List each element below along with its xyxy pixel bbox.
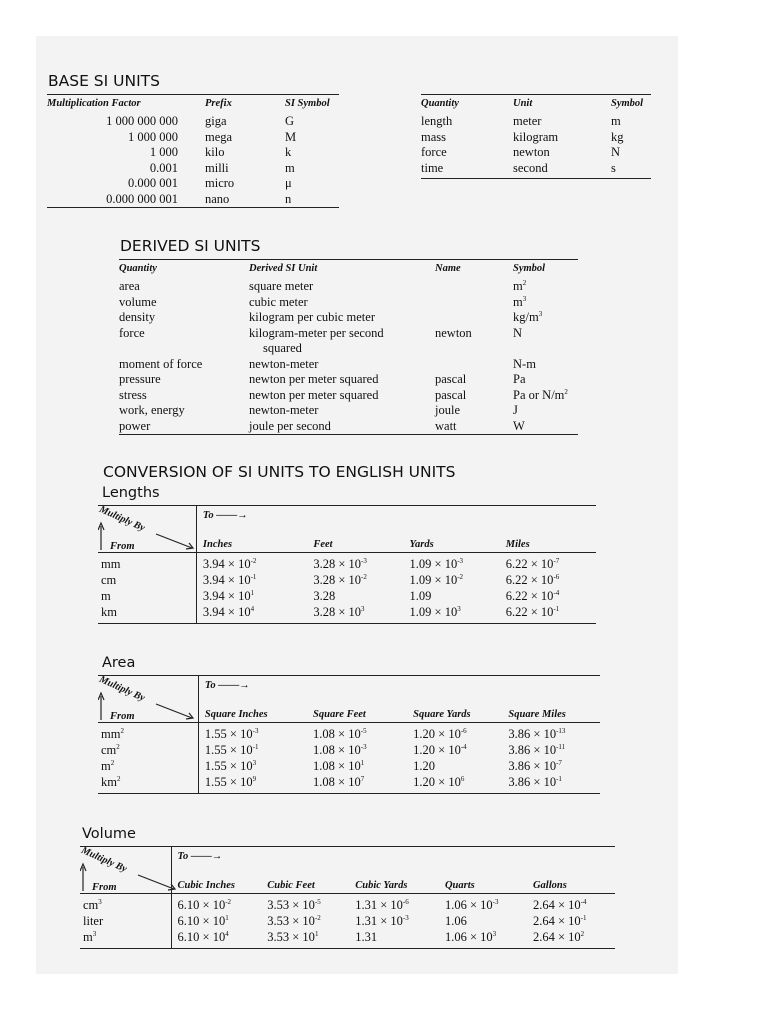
derived-si-units-title: DERIVED SI UNITS [120, 237, 261, 255]
factor-cell: 3.28 [313, 589, 336, 603]
derived-header-quantity: Quantity [119, 263, 157, 274]
derived-unit-cell: square meter [249, 279, 314, 293]
factor-cell: $3.94 \times 10^{-2}$ [202, 557, 257, 571]
factor-cell: $3.53 \times 10^{-5}$ [267, 898, 321, 912]
derived-row [119, 276, 578, 295]
column-header: Square Yards [413, 709, 471, 720]
conversion-row [98, 553, 596, 574]
prefix-row [47, 161, 339, 177]
base-unit-table-body [421, 111, 651, 179]
factor-cell: $3.28 \times 10^{-3}$ [313, 557, 367, 571]
derived-quantity-cell: force [119, 325, 145, 340]
factor-cell: $2.64 \times 10^{-4}$ [532, 898, 587, 912]
conversion-row [98, 759, 600, 775]
factor-cell: $3.86 \times 10^{-11}$ [508, 743, 566, 757]
prefix-row [47, 192, 339, 208]
derived-name-cell [435, 310, 513, 326]
factor-cell: $3.86 \times 10^{-7}$ [508, 759, 562, 773]
column-header: Yards [409, 539, 434, 550]
factor-cell: $2.64 \times 10^{-1}$ [532, 914, 587, 928]
derived-unit-cell: squared [263, 341, 302, 355]
factor-cell: $1.08 \times 10^{-3}$ [313, 743, 367, 757]
unit-header-unit: Unit [513, 98, 533, 109]
base-si-units-title: BASE SI UNITS [48, 72, 160, 90]
factor-cell: $1.06 \times 10^3$ [444, 930, 497, 944]
column-header: Cubic Feet [267, 880, 315, 891]
from-unit-cell: m [98, 589, 196, 605]
from-unit-cell: liter [80, 914, 171, 930]
base-unit-row [421, 145, 651, 161]
derived-row [119, 326, 578, 342]
derived-quantity-cell: power [119, 418, 151, 433]
unit-symbol-cell: N [611, 145, 621, 159]
derived-quantity-cell: area [119, 279, 140, 293]
factor-cell: 1.06 [444, 914, 467, 928]
prefix-header-symbol: SI Symbol [285, 98, 330, 109]
from-unit-cell: km [98, 605, 196, 624]
derived-table [119, 259, 578, 435]
prefix-symbol-cell: m [285, 160, 295, 175]
factor-cell: $1.20 \times 10^6$ [413, 775, 465, 789]
from-unit-cell: $cm^3$ [80, 894, 171, 915]
factor-cell: $1.08 \times 10^1$ [313, 759, 365, 773]
factor-cell: $3.53 \times 10^{-2}$ [267, 914, 321, 928]
factor-cell: $2.64 \times 10^2$ [532, 930, 585, 944]
prefix-table-body [47, 111, 339, 208]
prefix-symbol-cell: G [285, 114, 295, 128]
factor-cell: $1.55 \times 10^{-1}$ [204, 743, 259, 757]
derived-row [119, 403, 578, 419]
factor-cell: $1.08 \times 10^{-5}$ [313, 727, 367, 741]
prefix-factor-cell: 1 000 000 000 [106, 114, 178, 128]
derived-row [119, 357, 578, 373]
derived-symbol-cell: J [513, 403, 518, 417]
factor-cell: $6.10 \times 10^4$ [177, 930, 229, 944]
prefix-row [47, 111, 339, 130]
conversion-row [80, 914, 615, 930]
derived-name-cell [435, 341, 513, 357]
derived-header-name: Name [435, 263, 461, 274]
derived-symbol-cell: N [513, 325, 523, 340]
derived-name-cell: pascal [435, 372, 467, 386]
multiply-by-corner [98, 676, 198, 723]
column-header: Cubic Inches [177, 880, 235, 891]
factor-cell: $3.28 \times 10^3$ [313, 605, 365, 619]
from-unit-cell: $m^3$ [80, 930, 171, 949]
from-unit-cell: mm [98, 553, 196, 574]
prefix-header-prefix: Prefix [205, 98, 232, 109]
prefix-name-cell: mega [205, 129, 233, 144]
area-table [98, 675, 600, 794]
derived-row [119, 372, 578, 388]
derived-quantity-cell: pressure [119, 372, 161, 386]
conversion-row [98, 589, 596, 605]
corner-label [98, 506, 196, 552]
factor-cell: $6.22 \times 10^{-7}$ [505, 557, 560, 571]
conversion-row [80, 894, 615, 915]
factor-cell: $1.09 \times 10^3$ [409, 605, 461, 619]
prefix-name-cell: nano [205, 191, 230, 206]
conversion-row [98, 573, 596, 589]
derived-symbol-cell: W [513, 418, 525, 433]
from-label: From [110, 541, 135, 552]
base-unit-row [421, 161, 651, 179]
corner-label [98, 676, 198, 722]
prefix-header-factor: Multiplication Factor [47, 98, 141, 109]
factor-cell: $3.86 \times 10^{-13}$ [508, 727, 566, 741]
derived-table-body [119, 276, 578, 435]
factor-cell: $1.31 \times 10^{-6}$ [355, 898, 409, 912]
factor-cell: $1.20 \times 10^{-6}$ [413, 727, 467, 741]
to-label: To ——→ [202, 510, 248, 521]
factor-cell: $3.53 \times 10^1$ [267, 930, 319, 944]
conversion-row [98, 743, 600, 759]
prefix-factor-cell: 0.001 [149, 160, 178, 175]
corner-label [80, 847, 171, 893]
prefix-row [47, 176, 339, 192]
factor-cell: $1.09 \times 10^{-2}$ [409, 573, 464, 587]
derived-quantity-cell: density [119, 310, 156, 324]
derived-unit-cell: newton per meter squared [249, 372, 379, 386]
multiply-by-label: Multiply By [97, 674, 147, 704]
unit-quantity-cell: force [421, 145, 447, 159]
factor-cell: $6.22 \times 10^{-6}$ [505, 573, 560, 587]
from-unit-cell: cm [98, 573, 196, 589]
prefix-factor-cell: 1 000 000 [128, 129, 178, 144]
factor-cell: $3.94 \times 10^4$ [202, 605, 255, 619]
factor-cell: $1.55 \times 10^3$ [204, 759, 257, 773]
prefix-row [47, 130, 339, 146]
unit-symbol-cell: s [611, 160, 616, 175]
derived-unit-cell: newton-meter [249, 403, 319, 417]
conversion-row [98, 605, 596, 624]
from-unit-cell: $m^2$ [98, 759, 198, 775]
prefix-symbol-cell: M [285, 129, 297, 144]
column-header: Cubic Yards [355, 880, 408, 891]
column-header: Square Inches [204, 709, 268, 720]
prefix-factor-cell: 1 000 [149, 145, 178, 159]
unit-quantity-cell: mass [421, 129, 446, 144]
from-label: From [92, 882, 117, 893]
factor-cell: $1.06 \times 10^{-3}$ [444, 898, 499, 912]
derived-row [119, 388, 578, 404]
derived-symbol-cell: $kg/m^3$ [513, 310, 543, 324]
derived-name-cell: pascal [435, 387, 467, 402]
from-unit-cell: $mm^2$ [98, 723, 198, 744]
factor-cell: $6.10 \times 10^{-2}$ [177, 898, 232, 912]
column-header: Miles [505, 539, 530, 550]
prefix-row [47, 145, 339, 161]
factor-cell: 1.20 [413, 759, 436, 773]
derived-row [119, 341, 578, 357]
to-label: To ——→ [177, 851, 223, 862]
column-header: Square Feet [313, 709, 366, 720]
prefix-name-cell: kilo [205, 145, 225, 159]
derived-name-cell [435, 357, 513, 373]
unit-name-cell: kilogram [513, 129, 559, 144]
from-unit-cell: $cm^2$ [98, 743, 198, 759]
factor-cell: 1.09 [409, 589, 432, 603]
column-header: Square Miles [508, 709, 566, 720]
factor-cell: $1.08 \times 10^7$ [313, 775, 365, 789]
derived-row [119, 419, 578, 435]
derived-header-unit: Derived SI Unit [249, 263, 318, 274]
multiply-by-label: Multiply By [97, 504, 147, 534]
derived-quantity-cell: stress [119, 387, 147, 402]
derived-symbol-cell: N-m [513, 356, 536, 371]
factor-cell: 1.31 [355, 930, 378, 944]
prefix-factor-cell: 0.000 001 [128, 176, 178, 190]
conversion-row [80, 930, 615, 949]
prefix-factor-cell: 0.000 000 001 [106, 191, 178, 206]
derived-name-cell [435, 295, 513, 311]
unit-name-cell: newton [513, 145, 550, 159]
conversion-row [98, 723, 600, 744]
unit-name-cell: second [513, 160, 548, 175]
area-title: Area [102, 655, 136, 671]
column-header: Inches [202, 539, 233, 550]
derived-symbol-cell: Pa or $N/m^2$ [513, 387, 568, 402]
factor-cell: $1.55 \times 10^{-3}$ [204, 727, 259, 741]
base-unit-row [421, 130, 651, 146]
derived-unit-cell: newton per meter squared [249, 387, 379, 402]
factor-cell: $3.28 \times 10^{-2}$ [313, 573, 367, 587]
factor-cell: $6.22 \times 10^{-1}$ [505, 605, 560, 619]
conversion-row [98, 775, 600, 794]
factor-cell: $3.86 \times 10^{-1}$ [508, 775, 562, 789]
lengths-title: Lengths [102, 485, 160, 501]
unit-symbol-cell: m [611, 114, 621, 128]
factor-cell: $6.22 \times 10^{-4}$ [505, 589, 560, 603]
factor-cell: $3.94 \times 10^1$ [202, 589, 255, 603]
prefix-name-cell: giga [205, 114, 227, 128]
base-unit-table [421, 94, 651, 179]
derived-name-cell: newton [435, 325, 472, 340]
derived-name-cell: watt [435, 418, 457, 433]
from-label: From [110, 711, 135, 722]
unit-symbol-cell: kg [611, 129, 624, 144]
derived-unit-cell: newton-meter [249, 356, 319, 371]
derived-unit-cell: cubic meter [249, 294, 308, 309]
prefix-name-cell: milli [205, 160, 229, 175]
prefix-name-cell: micro [205, 176, 235, 190]
unit-quantity-cell: length [421, 114, 453, 128]
derived-symbol-cell [513, 341, 578, 357]
unit-quantity-cell: time [421, 160, 444, 175]
derived-symbol-cell: Pa [513, 372, 526, 386]
derived-symbol-cell: $m^2$ [513, 279, 527, 293]
unit-header-symbol: Symbol [611, 98, 644, 109]
base-unit-row [421, 111, 651, 130]
multiply-by-corner [80, 847, 171, 894]
derived-quantity-cell: moment of force [119, 356, 203, 371]
derived-name-cell [435, 276, 513, 295]
derived-unit-cell: joule per second [249, 418, 331, 433]
unit-header-quantity: Quantity [421, 98, 459, 109]
column-header: Feet [313, 539, 333, 550]
unit-name-cell: meter [513, 114, 542, 128]
column-header: Gallons [532, 880, 567, 891]
factor-cell: $1.31 \times 10^{-3}$ [355, 914, 409, 928]
derived-header-symbol: Symbol [513, 263, 546, 274]
lengths-table [98, 505, 596, 624]
from-unit-cell: $km^2$ [98, 775, 198, 794]
prefix-symbol-cell: k [285, 145, 292, 159]
multiply-by-corner [98, 506, 196, 553]
volume-table [80, 846, 615, 949]
derived-unit-cell: kilogram-meter per second [249, 325, 384, 340]
to-label: To ——→ [204, 680, 250, 691]
volume-title: Volume [82, 826, 136, 842]
multiply-by-label: Multiply By [79, 845, 129, 875]
derived-quantity-cell: volume [119, 294, 157, 309]
derived-quantity-cell [119, 341, 249, 357]
factor-cell: $6.10 \times 10^1$ [177, 914, 229, 928]
prefix-symbol-cell: n [285, 191, 292, 206]
prefix-symbol-cell: μ [285, 176, 292, 190]
factor-cell: $1.55 \times 10^9$ [204, 775, 257, 789]
derived-name-cell: joule [435, 403, 460, 417]
derived-quantity-cell: work, energy [119, 403, 185, 417]
prefix-table [47, 94, 339, 208]
derived-symbol-cell: $m^3$ [513, 294, 527, 309]
derived-row [119, 295, 578, 311]
factor-cell: $1.09 \times 10^{-3}$ [409, 557, 464, 571]
derived-row [119, 310, 578, 326]
factor-cell: $3.94 \times 10^{-1}$ [202, 573, 257, 587]
derived-unit-cell: kilogram per cubic meter [249, 310, 375, 324]
column-header: Quarts [444, 880, 475, 891]
factor-cell: $1.20 \times 10^{-4}$ [413, 743, 467, 757]
conversion-title: CONVERSION OF SI UNITS TO ENGLISH UNITS [103, 463, 456, 481]
